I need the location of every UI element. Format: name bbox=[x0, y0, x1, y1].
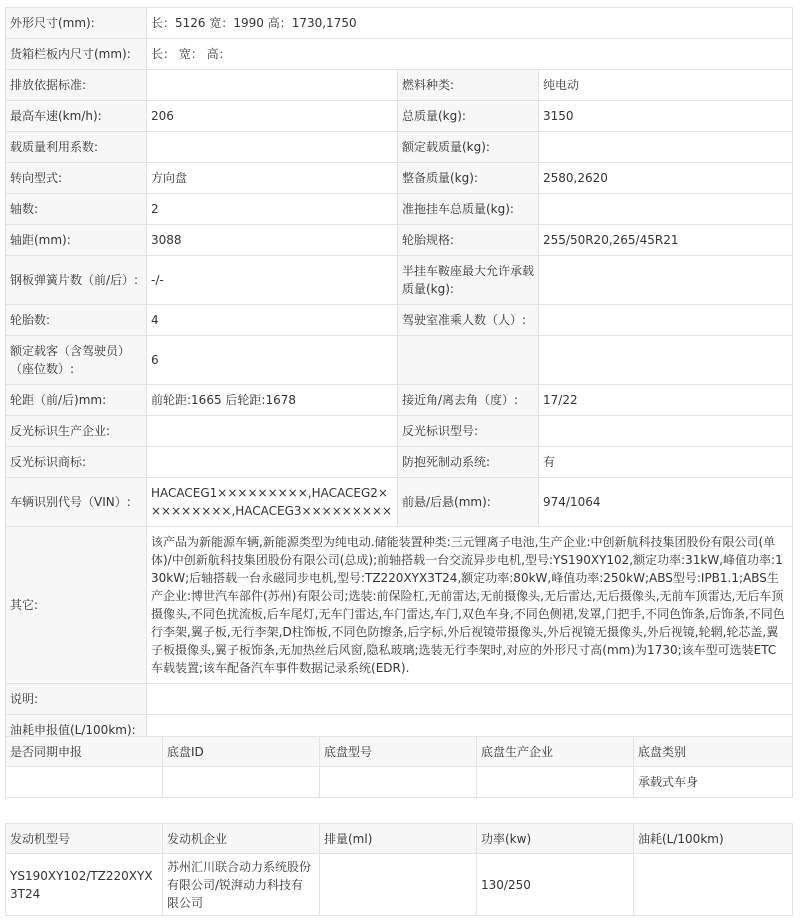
field-value: 2580,2620 bbox=[539, 163, 793, 194]
spec-row bbox=[6, 225, 793, 256]
field-label: 轴距(mm): bbox=[6, 225, 147, 256]
spec-row bbox=[6, 101, 793, 132]
field-label: 半挂车鞍座最大允许承载质量(kg): bbox=[398, 256, 539, 305]
spec-row bbox=[6, 336, 793, 385]
field-value bbox=[539, 256, 793, 305]
field-label: 轮距（前/后)mm: bbox=[6, 385, 147, 416]
field-label: 货箱栏板内尺寸(mm): bbox=[6, 39, 147, 70]
spec-row bbox=[6, 447, 793, 478]
field-value bbox=[147, 132, 398, 163]
field-value bbox=[539, 336, 793, 385]
spec-row bbox=[6, 39, 793, 70]
spec-row bbox=[6, 385, 793, 416]
engine-header-row bbox=[6, 824, 793, 854]
column-header: 油耗(L/100km) bbox=[634, 824, 793, 854]
column-header: 底盘型号 bbox=[320, 737, 477, 767]
spec-row bbox=[6, 478, 793, 527]
field-value: HACACEG1×××××××××,HACACEG2×××××××××,HACACEG3××××××××× bbox=[147, 478, 398, 527]
field-label: 额定载质量(kg): bbox=[398, 132, 539, 163]
column-header: 发动机企业 bbox=[163, 824, 320, 854]
field-value: 3150 bbox=[539, 101, 793, 132]
field-label: 排放依据标准: bbox=[6, 70, 147, 101]
column-header: 排量(ml) bbox=[320, 824, 477, 854]
field-value: 该产品为新能源车辆,新能源类型为纯电动.储能装置种类:三元锂离子电池,生产企业:中创新航科技集团股份有限公司(单体)/中创新航科技集团股份有限公司(总成);前轴搭载一台交流异步电机,型号:YS190XY102,额定功率:31kW,峰值功率:130kW;后轴搭载一台永磁同步电机,型号:TZ220XYX3T24,额定功率:80kW,峰值功率:250kW;ABS型号:IPB1.1;ABS生产企业:博世汽车部件(苏州)有限公司;选装:前保险杠,无前雷达,无前摄像头,无后雷达,无后摄像头,无前车顶雷达,无后车顶摄像头,不同色扰流板,后车尾灯,无车门雷达,车门雷达,车门,双色车身,不同色侧裙,发罩,门把手,不同色饰条,后饰条,不同色行李架,翼子板,无行李架,D柱饰板,不同色防擦条,后字标,外后视镜带摄像头,外后视镜无摄像头,外后视镜,轮辋,轮芯盖,翼子板摄像头,翼子板饰条,无加热丝后风窗,隐私玻璃;选装无行李架时,对应的外形尺寸高(mm)为1730;该车型可选装ETC车载装置;该车配备汽车事件数据记录系统(EDR). bbox=[147, 527, 793, 684]
field-label: 驾驶室准乘人数（人）: bbox=[398, 305, 539, 336]
field-value: 方向盘 bbox=[147, 163, 398, 194]
table-cell: 承载式车身 bbox=[634, 767, 793, 798]
column-header: 发动机型号 bbox=[6, 824, 163, 854]
field-label: 前悬/后悬(mm): bbox=[398, 478, 539, 527]
field-label: 总质量(kg): bbox=[398, 101, 539, 132]
field-value: 3088 bbox=[147, 225, 398, 256]
spec-row bbox=[6, 194, 793, 225]
field-value: 纯电动 bbox=[539, 70, 793, 101]
column-header: 底盘类别 bbox=[634, 737, 793, 767]
table-cell: 苏州汇川联合动力系统股份有限公司/锐湃动力科技有限公司 bbox=[163, 854, 320, 916]
spec-row bbox=[6, 684, 793, 715]
field-label: 反光标识型号: bbox=[398, 416, 539, 447]
field-value bbox=[539, 132, 793, 163]
field-label: 反光标识商标: bbox=[6, 447, 147, 478]
field-value: 长： 宽： 高： bbox=[147, 39, 793, 70]
spec-row bbox=[6, 163, 793, 194]
column-header: 是否同期申报 bbox=[6, 737, 163, 767]
spec-row bbox=[6, 305, 793, 336]
field-value bbox=[539, 194, 793, 225]
field-value: 前轮距:1665 后轮距:1678 bbox=[147, 385, 398, 416]
table-cell bbox=[634, 854, 793, 916]
field-label: 燃料种类: bbox=[398, 70, 539, 101]
field-value bbox=[147, 447, 398, 478]
table-cell bbox=[6, 767, 163, 798]
spec-row bbox=[6, 416, 793, 447]
field-value bbox=[147, 684, 793, 715]
field-value: 255/50R20,265/45R21 bbox=[539, 225, 793, 256]
engine-table bbox=[5, 823, 793, 916]
field-value: 974/1064 bbox=[539, 478, 793, 527]
field-label: 准拖挂车总质量(kg): bbox=[398, 194, 539, 225]
table-cell bbox=[320, 854, 477, 916]
field-value: 有 bbox=[539, 447, 793, 478]
table-cell bbox=[477, 767, 634, 798]
chassis-table bbox=[5, 736, 793, 798]
field-label: 防抱死制动系统: bbox=[398, 447, 539, 478]
field-value bbox=[147, 416, 398, 447]
vehicle-spec-table bbox=[5, 7, 793, 746]
spec-row bbox=[6, 70, 793, 101]
field-label: 钢板弹簧片数（前/后）: bbox=[6, 256, 147, 305]
table-cell bbox=[163, 767, 320, 798]
field-value: -/- bbox=[147, 256, 398, 305]
table-cell bbox=[320, 767, 477, 798]
field-label: 说明: bbox=[6, 684, 147, 715]
table-row bbox=[6, 854, 793, 916]
field-label: 载质量利用系数: bbox=[6, 132, 147, 163]
field-label: 轴数: bbox=[6, 194, 147, 225]
table-cell: YS190XY102/TZ220XYX3T24 bbox=[6, 854, 163, 916]
field-value: 17/22 bbox=[539, 385, 793, 416]
field-label: 额定载客（含驾驶员）（座位数）: bbox=[6, 336, 147, 385]
spec-row bbox=[6, 8, 793, 39]
table-row bbox=[6, 767, 793, 798]
field-value bbox=[539, 305, 793, 336]
spec-row bbox=[6, 256, 793, 305]
chassis-header-row bbox=[6, 737, 793, 767]
field-label: 油耗申报值(L/100km): bbox=[6, 715, 147, 746]
field-label: 整备质量(kg): bbox=[398, 163, 539, 194]
field-value: 长：5126 宽：1990 高：1730,1750 bbox=[147, 8, 793, 39]
spec-row bbox=[6, 132, 793, 163]
field-value: 6 bbox=[147, 336, 398, 385]
column-header: 底盘ID bbox=[163, 737, 320, 767]
field-label: 反光标识生产企业: bbox=[6, 416, 147, 447]
field-label: 外形尺寸(mm): bbox=[6, 8, 147, 39]
field-label: 最高车速(km/h): bbox=[6, 101, 147, 132]
field-label: 接近角/离去角（度）: bbox=[398, 385, 539, 416]
field-value bbox=[539, 416, 793, 447]
field-value: 206 bbox=[147, 101, 398, 132]
field-label: 其它: bbox=[6, 527, 147, 684]
field-value bbox=[147, 70, 398, 101]
field-label: 车辆识别代号（VIN）: bbox=[6, 478, 147, 527]
spec-row bbox=[6, 527, 793, 684]
column-header: 底盘生产企业 bbox=[477, 737, 634, 767]
field-label: 轮胎数: bbox=[6, 305, 147, 336]
field-label: 转向型式: bbox=[6, 163, 147, 194]
table-cell: 130/250 bbox=[477, 854, 634, 916]
field-value: 4 bbox=[147, 305, 398, 336]
field-value: 2 bbox=[147, 194, 398, 225]
field-label bbox=[398, 336, 539, 385]
field-label: 轮胎规格: bbox=[398, 225, 539, 256]
column-header: 功率(kw) bbox=[477, 824, 634, 854]
